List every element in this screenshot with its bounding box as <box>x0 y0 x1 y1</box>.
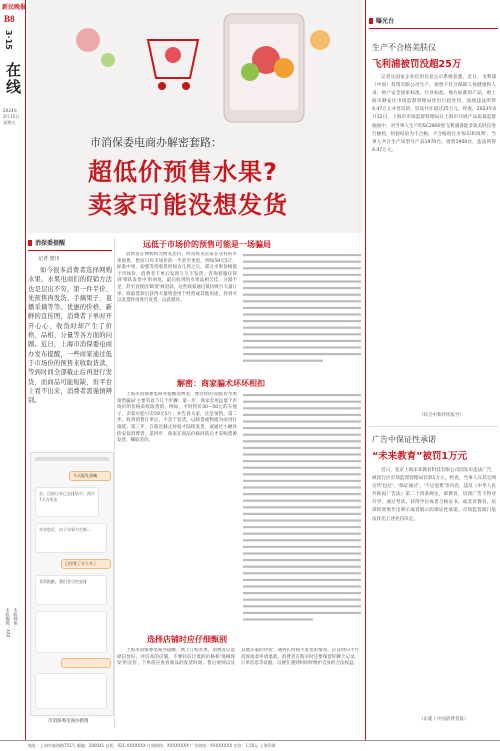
hero-kicker: 市消保委电商办解密套路： <box>90 136 222 149</box>
right-tag <box>369 16 429 26</box>
screenshot-caption: 市消保委电商办供图 <box>48 719 89 724</box>
section-name: 在线 <box>4 62 22 96</box>
story2-source: （东建 / 中国消费者报） <box>419 717 469 722</box>
tag-marker <box>369 18 373 24</box>
section-tag <box>28 238 88 248</box>
text-lines <box>243 252 361 374</box>
story1-source: （综合中新经纬报导） <box>419 413 464 418</box>
right-column <box>369 0 498 740</box>
footer-rule <box>0 740 500 741</box>
tag-marker <box>28 240 32 246</box>
editor-credit: 本版编辑：XXX <box>5 608 11 638</box>
tag-label: 消保委提醒 <box>35 240 66 247</box>
chat-bubble: 非常抱歉，我们会尽快安排 <box>35 575 107 605</box>
chat-bubble: 今天能发货嘛 <box>69 471 111 481</box>
chat-header <box>35 457 109 461</box>
chat-bubble: 亲亲您好，由于水果为生鲜... <box>35 523 107 553</box>
contact-vertical: 本版邮箱 ... <box>13 608 19 631</box>
page-number: B8 <box>4 14 15 24</box>
date-range: 3·15 <box>4 30 13 50</box>
story1-headline: 飞利浦被罚没超25万 <box>372 59 462 70</box>
masthead-strip <box>0 0 27 751</box>
body-advice: 上海市消保委电商办提醒，网上订购水果，消费者应选择信誉好、评价高的店铺，不要轻信过低的价格和'现摘现发'的宣传。下单前应查看商品的发货时间、售后规则以及其他买家的评价；遇到长时间不发货的情况，应及时向平台投诉或者申请退款。消费者在购买时还要保留好聊天记录、订单信息等证据，以便在遇到纠纷时维护自身的合法权益。 <box>117 648 359 667</box>
body-pricing: 消费者在网购时习惯先比价，经常看见店家在这样的水果预售，售价只有市场价的一半甚至更低，例如59元5斤，标准中果，却要等待收货时间为几周之后。部分水果价格低于市场价，消费者下单后发现久久不发货，咨询客服仅得到'排队发货中'的回复，最后收到的水果品相欠佳、分量不足，甚至直接因'缺货'被退款。这些商家通过低价吸引大量订单，收取货款后获得大量资金用于经营或其他用途，待到可以发货时再进行发货，以此循环。 <box>117 252 237 304</box>
column-divider <box>114 238 115 728</box>
chat-bubble: 亲，目前订单已在排队中，预计7天内发出 <box>35 487 99 517</box>
right-divider <box>365 0 366 740</box>
story-divider <box>369 426 498 427</box>
masthead-divider <box>25 0 26 740</box>
newspaper-logo: 新民晚报 <box>2 4 27 11</box>
center-article <box>117 236 363 731</box>
chat-bubble <box>35 611 107 653</box>
footer-line: 地址：上海市威海路755号 邮编：200041 总机：021-XXXXXXX 订阅热线：XXXXXXXX 广告热线：XXXXXXXX 定价：1.50元 上海印刷 <box>28 743 276 748</box>
hero-title-line1: 超低价预售水果? <box>88 158 278 186</box>
chat-bubble <box>35 673 107 709</box>
story2-kicker: 广告中保证性承诺 <box>372 435 436 444</box>
pub-day: 3月15日 <box>3 114 20 119</box>
story1-kicker: 生产不合格美肤仪 <box>372 43 436 52</box>
body-scam: 上海市消保委电商办提醒消费者，像这样的'超低价水果预售骗局'主要有以下几个步骤：第一步，商家会用远低于市场价的价格来收取货款，例如，平时售价30—50元的车厘子，卖家可能只卖59元5斤，并告诉买家，这是预售。第二步，收到预售订单后，不急于发货，以缺货或物流为由进行拖延。第三步，在临近截止时间才陆续发货，或通过小额补偿安抚消费者。第四步，商家在商品价格回落后才采购货源发货，赚取差价。 <box>117 392 237 444</box>
chat-bubble: 已经等了半个月了 <box>61 559 111 569</box>
chat-screenshot <box>30 452 114 716</box>
intro-text: 如今很多消费者选择网购水果，水果电商们的促销方法也是层出不穷，第一件半价、先预售再发货、手摘果子、直播采摘等等。优惠的价格、新鲜的宣传图，消费者下单时开开心心，收货时却产生了价格、品相、分量等各方面的问题。近日，上海市消保委电商办发布提醒，一些商家通过低于市场价的预售来收取货款，等到时间全部截止后再进行发货，而商品可能短缺，但平台上看不出来，消费者需谨慎辨别。 <box>28 267 112 405</box>
heading-advice: 选择店铺时应仔细甄别 <box>147 635 227 644</box>
text-lines <box>243 392 361 630</box>
tag-underline <box>28 250 112 251</box>
story2-body: 近日，北京上海未来教育科技有限公司因发布违法广告，被闵行区市场监督管理局罚款1万元。经查，当事人在其官网宣传'包过'、'保证通过'、'不过退费'等内容，违反《中华人民共和国广告法》第二十四条规定，即教育、培训广告不得对升学、通过考试、获得学位或者合格证书，或者对教育、培训的效果作出明示或者暗示的保证性承诺。市场监管部门依法作出上述处罚决定。 <box>372 468 496 522</box>
hero-banner <box>28 0 363 233</box>
body-scam-cont <box>243 392 361 630</box>
tag-label: 曝光台 <box>376 18 395 25</box>
pub-year: 2024年 <box>3 108 18 113</box>
heading-scam: 解密：商家骗术环环相扣 <box>177 379 265 388</box>
chat-bubble <box>61 658 111 668</box>
reporter-line: 记者 窦川 <box>38 256 60 262</box>
left-column <box>28 238 112 728</box>
body-pricing-cont <box>243 252 361 374</box>
pub-weekday: 星期五 <box>3 120 16 125</box>
hero-title-line2: 卖家可能没想发货 <box>88 191 288 219</box>
tag-underline <box>369 28 498 29</box>
heading-pricing: 远低于市场价的预售可能是一场骗局 <box>143 240 271 249</box>
story2-headline: “未来教育”被罚1万元 <box>372 451 468 462</box>
story1-body: 记者从国家企业信用信息公示系统获悉，近日，飞利浦（中国）投资有限公司生产、销售不符合保障人体健康和人身、财产安全国家标准、行业标准、地方标准的产品，被上海市静安区市场监督管理局作出行政处罚，没收违法所得4.47万元并处罚款，罚没共计超过25万元。经查，2023年6月12日，上海市市场监督管理局在上海市开展产品质量监督抽查中，对当事人生产的SC2800型飞利浦睿能多效美肤仪进行抽检，检验结论为不合格，不合格项目为'标识和说明'。当事人共计生产该型号产品1970台，销售1900台，违法所得4.47万元。 <box>372 75 496 153</box>
